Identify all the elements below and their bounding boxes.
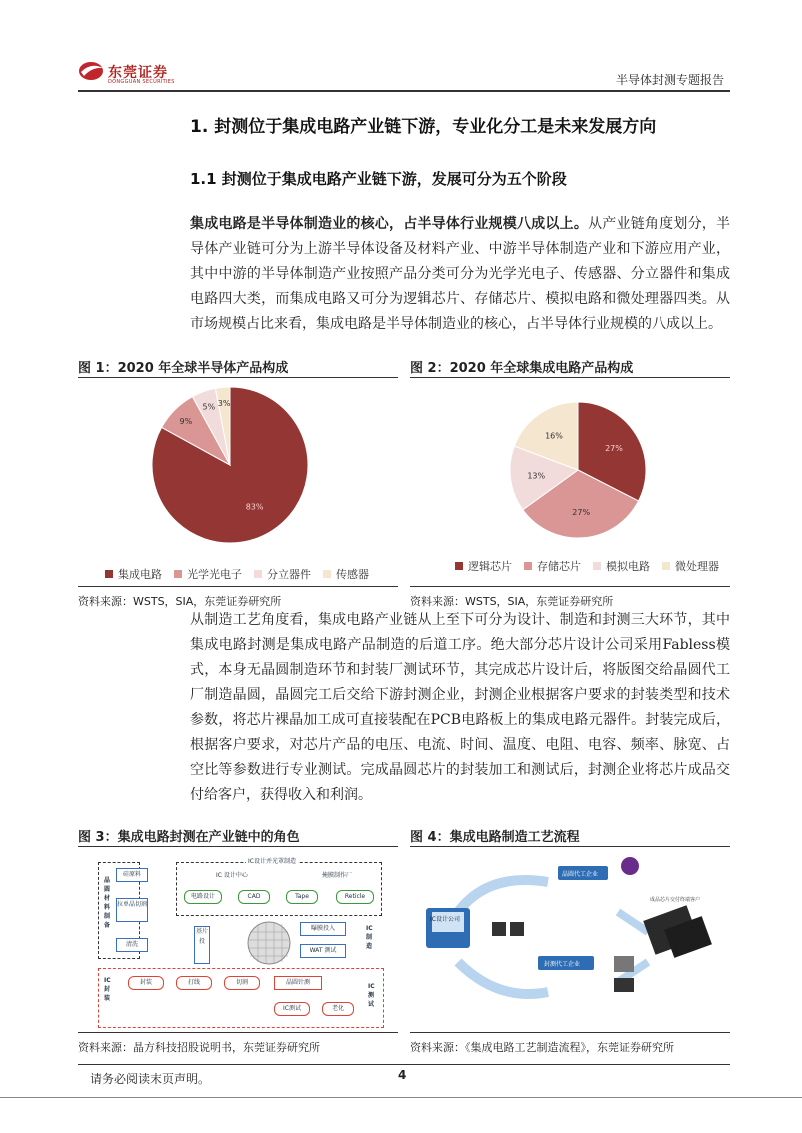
flow-reticle: Reticle	[336, 890, 374, 904]
figure-4-rule	[410, 846, 730, 847]
ic-test-label: IC测试	[368, 983, 375, 1008]
figure-4-title: 图 4：集成电路制造工艺流程	[410, 830, 580, 845]
figure-3-rule	[78, 846, 398, 847]
pie2-legend-swatch-3	[662, 562, 670, 570]
figure-3-title: 图 3：集成电路封测在产业链中的角色	[78, 830, 300, 845]
mask-factory-label: 掩膜制作厂	[322, 872, 353, 879]
pie1-label-2: 5%	[202, 402, 216, 412]
foundry-label: 晶圆代工企业	[562, 871, 599, 878]
pie2-legend-item-3	[662, 558, 719, 574]
figure-3-bottom-rule	[78, 1032, 398, 1033]
wafer-icon	[246, 920, 292, 966]
figure-1-bottom-rule	[78, 586, 398, 587]
pie1-label-0: 83%	[245, 502, 264, 512]
pie1-legend-item-0	[105, 566, 162, 582]
ic-design-label: IC设计公司	[430, 916, 460, 923]
header-divider	[78, 90, 730, 92]
figure-2-title: 图 2：2020 年全球集成电路产品构成	[410, 361, 634, 376]
pie2-label-3: 16%	[545, 431, 563, 441]
paragraph-2: 从制造工艺角度看，集成电路产业链从上至下可分为设计、制造和封测三大环节，其中集成电路封测是集成电路产品制造的后道工序。绝大部分芯片设计公司采用Fabless模式，本身无晶圆制造环节和封装厂测试环节，其完成芯片设计后，将版图交给晶圆代工厂制造晶圆，晶圆完工后交给下游封测企业，封测企业根据客户要求的封装类型和技术参数，将芯片裸晶加工成可直接装配在PCB电路板上的集成电路元器件。封装完成后，根据客户要求，对芯片产品的电压、电流、时间、温度、电阻、电容、频率、脉宽、占空比等参数进行专业测试。完成晶圆芯片的封装加工和测试后，封测企业将芯片成品交付给客户，获得收入和利润。	[190, 612, 730, 803]
figure-2-legend	[455, 558, 731, 574]
step-silicon: 硅原料	[116, 868, 148, 882]
figure-1-source: 资料来源：WSTS，SIA，东莞证券研究所	[78, 595, 282, 608]
design-group-label: IC设计并光罩制造	[248, 858, 296, 865]
figure-4-diagram	[418, 852, 722, 1028]
wafer-start-box: 基片投	[194, 926, 210, 964]
paragraph-1-lead: 集成电路是半导体制造业的核心，占半导体行业规模八成以上。	[190, 216, 589, 232]
pie1-label-3: 3%	[217, 398, 231, 408]
figure-2-pie	[508, 400, 648, 540]
pie2-legend-label-3: 微处理器	[675, 560, 719, 573]
pie1-legend-item-2	[254, 566, 311, 582]
step-wat: WAT 测试	[300, 944, 346, 958]
section-heading-1: 1. 封测位于集成电路产业链下游，专业化分工是未来发展方向	[190, 117, 657, 137]
flow-ic-test: IC测试	[274, 1002, 310, 1016]
pie1-legend-item-3	[323, 566, 369, 582]
end-customer-label: 成品芯片交付终端客户	[650, 897, 701, 903]
paragraph-1	[190, 212, 730, 337]
process-flow-arrows	[418, 852, 722, 1028]
pie1-legend-swatch-3	[323, 570, 331, 578]
packager-label: 封测代工企业	[544, 961, 581, 968]
flow-bonding: 打线	[176, 976, 212, 990]
pie1-legend-label-0: 集成电路	[118, 568, 162, 581]
pie1-legend-label-2: 分立器件	[267, 568, 311, 581]
pie2-legend-label-2: 模拟电路	[606, 560, 650, 573]
figure-1-title: 图 1：2020 年全球半导体产品构成	[78, 361, 289, 376]
pie1-legend-swatch-0	[105, 570, 113, 578]
page-bottom-rule	[0, 1097, 802, 1098]
pie2-legend-item-2	[593, 558, 650, 574]
step-slicing: 拉单晶切割	[116, 898, 148, 922]
report-name: 半导体封测专题报告	[615, 73, 724, 87]
figure-3-source: 资料来源：晶方科技招股说明书，东莞证券研究所	[78, 1041, 320, 1054]
section-heading-1-1: 1.1 封测位于集成电路产业链下游，发展可分为五个阶段	[190, 170, 567, 188]
figure-4-bottom-rule	[410, 1032, 730, 1033]
figure-2-source: 资料来源：WSTS，SIA，东莞证券研究所	[410, 595, 614, 608]
logo-swoosh-icon	[78, 58, 106, 82]
wafer-prep-label: 晶圆材料制备	[104, 877, 111, 929]
pie2-legend-swatch-2	[593, 562, 601, 570]
pie1-legend-swatch-2	[254, 570, 262, 578]
pie1-label-1: 9%	[179, 416, 193, 426]
flow-dicing: 切割	[224, 976, 260, 990]
flow-aging: 老化	[322, 1002, 354, 1016]
pie2-legend-item-0	[455, 558, 512, 574]
step-clean: 清洗	[116, 938, 148, 952]
flow-tape: Tape	[286, 890, 318, 904]
page-number: 4	[398, 1068, 407, 1082]
pie2-label-1: 27%	[572, 508, 591, 518]
figure-2-rule	[410, 377, 730, 378]
flow-cad: CAD	[238, 890, 270, 904]
pie2-legend-item-1	[524, 558, 581, 574]
logo-subtitle: DONGGUAN SECURITIES	[108, 79, 175, 85]
figure-3-diagram	[96, 856, 386, 1028]
pie2-label-0: 27%	[605, 444, 623, 454]
pie2-label-2: 13%	[527, 471, 546, 481]
figure-1-rule	[78, 377, 398, 378]
flow-package: 封装	[128, 976, 164, 990]
ic-package-label: IC封装	[104, 977, 111, 1002]
paragraph-1-body: 从产业链角度划分，半导体产业链可分为上游半导体设备及材料产业、中游半导体制造产业和下游应用产业，其中中游的半导体制造产业按照产品分类可分为光学光电子、传感器、分立器件和集成电路四大类，而集成电路又可分为逻辑芯片、存储芯片、模拟电路和微处理器四类。从市场规模占比来看，集成电路是半导体制造业的核心，占半导体行业规模的八成以上。	[190, 216, 731, 332]
pie1-legend-label-1: 光学光电子	[187, 568, 242, 581]
pie1-legend-swatch-1	[174, 570, 182, 578]
pie1-legend-item-1	[174, 566, 242, 582]
pie2-legend-label-0: 逻辑芯片	[468, 560, 512, 573]
pie2-legend-label-1: 存储芯片	[537, 560, 581, 573]
figure-1-legend	[105, 566, 381, 582]
pie2-legend-swatch-1	[524, 562, 532, 570]
footer-disclaimer: 请务必阅读末页声明。	[90, 1072, 211, 1086]
flow-circuit: 电路设计	[184, 890, 222, 904]
flow-probe: 晶圆针测	[274, 976, 322, 990]
figure-2-bottom-rule	[410, 586, 730, 587]
design-center-label: IC 设计中心	[216, 872, 248, 879]
step-exposure: 曝膜投入	[300, 922, 346, 936]
figure-4-source: 资料来源：《集成电路工艺制造流程》，东莞证券研究所	[410, 1041, 674, 1054]
pie1-legend-label-3: 传感器	[336, 568, 369, 581]
footer-divider	[78, 1064, 730, 1065]
ic-manufacturing-label: IC制造	[366, 925, 373, 950]
figure-1-pie	[150, 385, 310, 545]
pie2-legend-swatch-0	[455, 562, 463, 570]
logo-text: 东莞证券	[108, 65, 168, 81]
